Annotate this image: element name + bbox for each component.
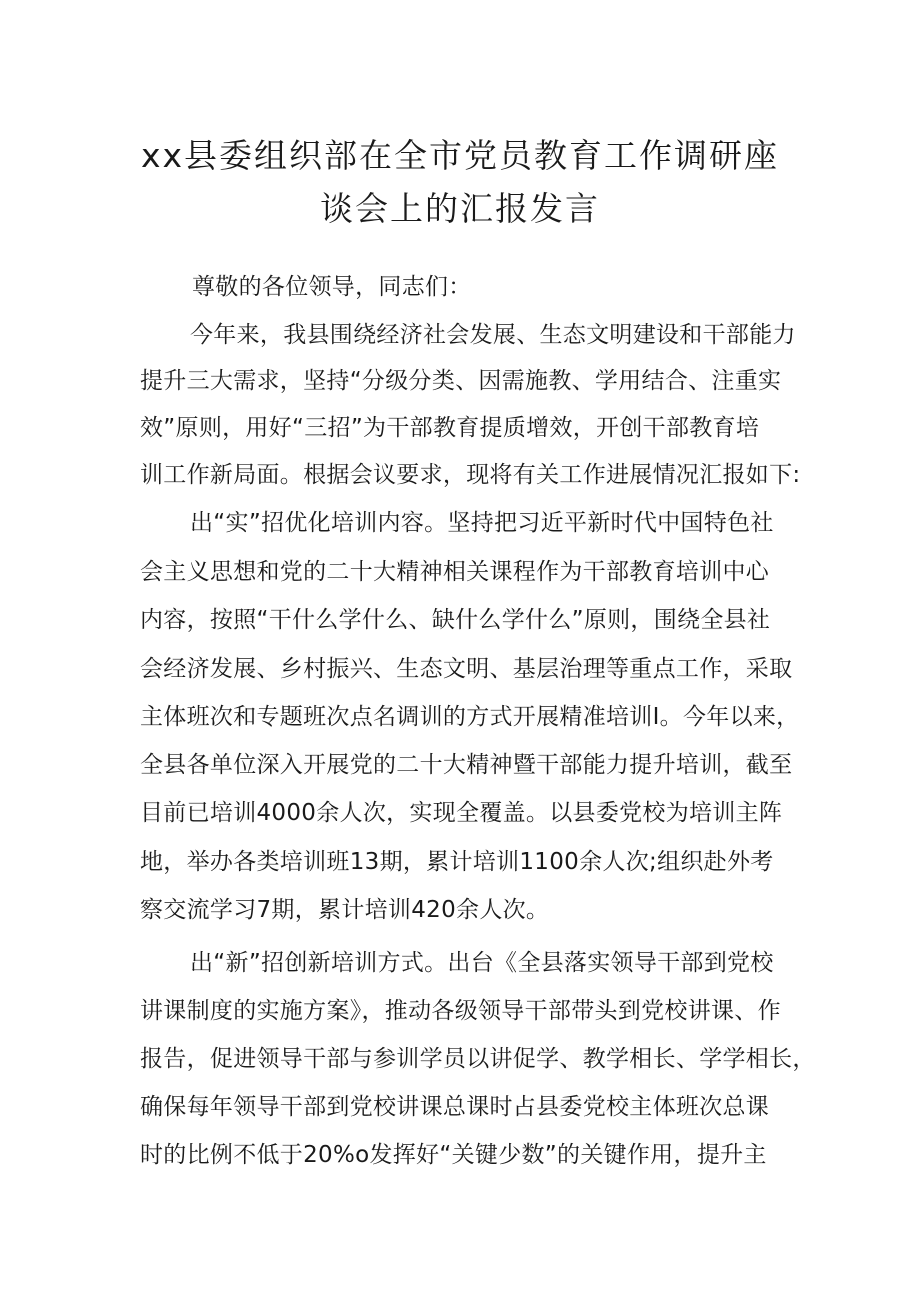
body-line: 时的比例不低于20%o发挥好“关键少数”的关键作用，提升主	[140, 1142, 767, 1168]
body-line: 出“实”招优化培训内容。坚持把习近平新时代中国特色社	[190, 510, 774, 536]
body-line: 今年来，我县围绕经济社会发展、生态文明建设和干部能力	[190, 322, 796, 348]
body-line: 报告，促进领导干部与参训学员以讲促学、教学相长、学学相长，	[140, 1046, 816, 1072]
body-line: 目前已培训4000余人次，实现全覆盖。以县委党校为培训主阵	[140, 800, 783, 826]
body-line: 提升三大需求，坚持“分级分类、因需施教、学用结合、注重实	[140, 368, 782, 394]
body-line: 内容，按照“干什么学什么、缺什么学什么”原则，围绕全县社	[140, 607, 771, 633]
document-title-line-1: xx县委组织部在全市党员教育工作调研座	[140, 136, 780, 175]
body-line: 会经济发展、乡村振兴、生态文明、基层治理等重点工作，采取	[140, 656, 793, 682]
body-line: 会主义思想和党的二十大精神相关课程作为干部教育培训中心	[140, 559, 770, 585]
body-line: 确保每年领导干部到党校讲课总课时占县委党校主体班次总课	[140, 1094, 770, 1120]
body-line: 效”原则，用好“三招”为干部教育提质增效，开创干部教育培	[140, 415, 760, 441]
body-line: 讲课制度的实施方案》，推动各级领导干部带头到党校讲课、作	[140, 998, 781, 1024]
body-line: 出“新”招创新培训方式。出台《全县落实领导干部到党校	[190, 950, 774, 976]
body-line: 地，举办各类培训班13期，累计培训1100余人次;组织赴外考	[140, 849, 774, 875]
body-line: 全县各单位深入开展党的二十大精神暨干部能力提升培训，截至	[140, 752, 793, 778]
body-line: 察交流学习7期，累计培训420余人次。	[140, 897, 550, 923]
salutation: 尊敬的各位领导，同志们：	[192, 274, 472, 300]
body-line: 主体班次和专题班次点名调训的方式开展精准培训I。今年以来，	[140, 704, 800, 730]
document-title-line-2: 谈会上的汇报发言	[320, 189, 600, 228]
body-line: 训工作新局面。根据会议要求，现将有关工作进展情况汇报如下:	[140, 462, 801, 488]
